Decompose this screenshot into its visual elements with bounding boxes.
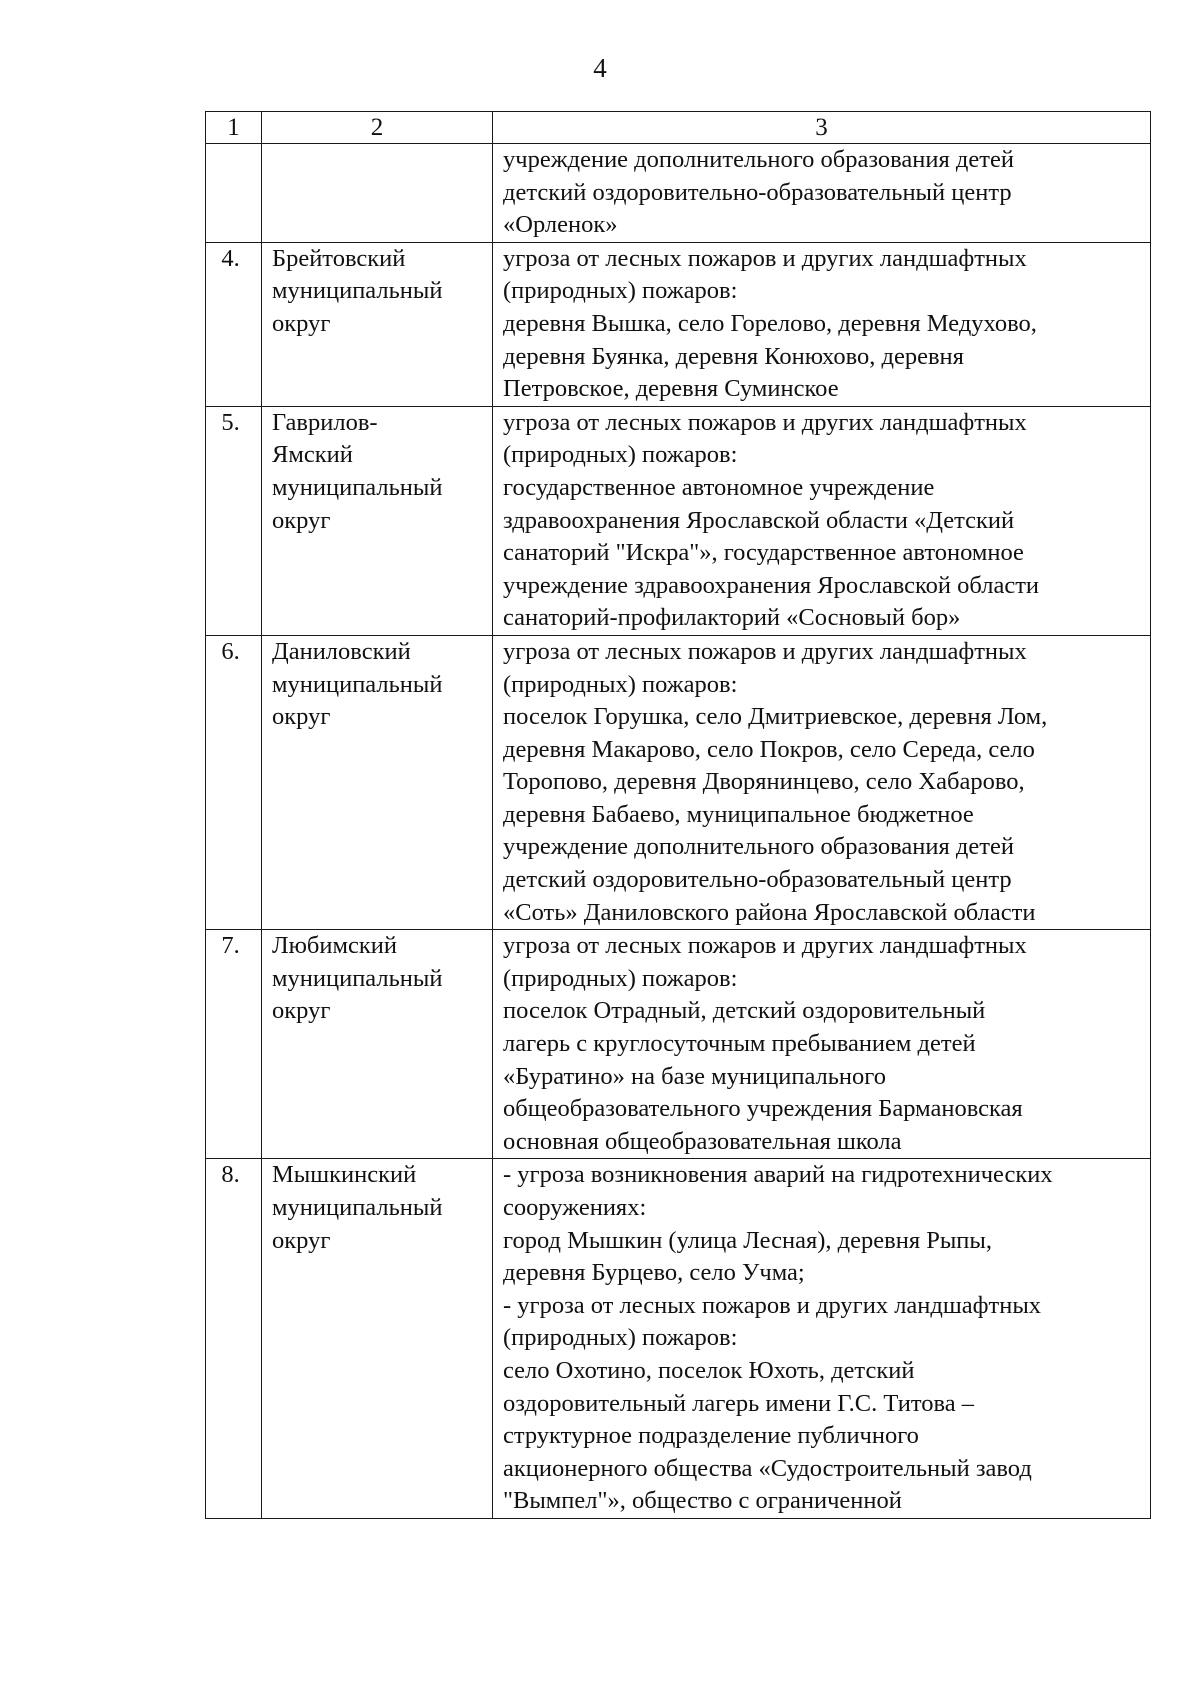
description-line: учреждение дополнительного образования детей	[503, 833, 1014, 861]
district-line: муниципальный	[272, 964, 443, 992]
description-line: лагерь с круглосуточным пребыванием детей	[503, 1030, 976, 1058]
header-col-number: 1	[206, 112, 262, 144]
district-cell	[262, 635, 493, 929]
description-line: санаторий "Искра"», государственное автономное	[503, 539, 1024, 567]
description-line: деревня Вышка, село Горелово, деревня Медухово,	[503, 309, 1037, 337]
description-line: - угроза от лесных пожаров и других ландшафтных	[503, 1291, 1042, 1319]
description-cell	[493, 144, 1151, 243]
description-line: санаторий-профилакторий «Сосновый бор»	[503, 604, 961, 632]
description-line: угроза от лесных пожаров и других ландшафтных	[503, 244, 1027, 272]
district-line: Брейтовский	[272, 244, 406, 272]
description-line: учреждение дополнительного образования детей	[503, 146, 1014, 173]
district-line: Ямский	[272, 441, 353, 469]
page-number: 4	[593, 53, 607, 83]
table-row	[206, 635, 1151, 929]
district-line: Даниловский	[272, 637, 411, 665]
district-line: округ	[272, 997, 331, 1025]
description-line: (природных) пожаров:	[503, 670, 738, 698]
description-line: (природных) пожаров:	[503, 441, 738, 469]
description-line: село Охотино, поселок Юхоть, детский	[503, 1356, 915, 1384]
district-line: Мышкинский	[272, 1161, 417, 1189]
description-line: поселок Горушка, село Дмитриевское, деревня Лом,	[503, 703, 1048, 731]
description-line: структурное подразделение публичного	[503, 1422, 919, 1450]
description-line: «Орленок»	[503, 211, 618, 239]
description-line: (природных) пожаров:	[503, 1324, 738, 1352]
description-line: деревня Бурцево, село Учма;	[503, 1259, 805, 1287]
header-col-district: 2	[262, 112, 493, 144]
description-line: «Соть» Даниловского района Ярославской области	[503, 898, 1036, 926]
district-line: округ	[272, 703, 331, 731]
table-header	[206, 112, 1151, 144]
description-line: государственное автономное учреждение	[503, 473, 935, 501]
description-cell	[493, 635, 1151, 929]
header-col-description: 3	[493, 112, 1151, 144]
description-line: Петровское, деревня Суминское	[503, 375, 839, 403]
table-row	[206, 930, 1151, 1159]
district-line: округ	[272, 1226, 331, 1254]
row-number	[206, 144, 262, 243]
description-line: поселок Отрадный, детский оздоровительный	[503, 997, 986, 1025]
header-row	[206, 112, 1151, 144]
description-cell	[493, 242, 1151, 406]
description-line: деревня Бабаево, муниципальное бюджетное	[503, 800, 974, 828]
table-row	[206, 144, 1151, 243]
description-line: угроза от лесных пожаров и других ландшафтных	[503, 408, 1027, 436]
district-cell	[262, 930, 493, 1159]
description-line: - угроза возникновения аварий на гидротехнических	[503, 1161, 1053, 1189]
district-cell	[262, 242, 493, 406]
description-line: (природных) пожаров:	[503, 277, 738, 305]
description-line: деревня Буянка, деревня Конюхово, деревня	[503, 342, 964, 370]
description-line: Торопово, деревня Дворянинцево, село Хабарово,	[503, 768, 1025, 796]
district-line: округ	[272, 506, 331, 534]
description-cell	[493, 406, 1151, 635]
description-line: общеобразовательного учреждения Бармановская	[503, 1095, 1023, 1123]
table-row	[206, 242, 1151, 406]
description-line: сооружениях:	[503, 1194, 647, 1221]
description-line: детский оздоровительно-образовательный центр	[503, 866, 1012, 894]
district-line: муниципальный	[272, 277, 443, 305]
description-line: деревня Макарово, село Покров, село Середа, село	[503, 735, 1035, 763]
row-number: 8.	[206, 1159, 262, 1519]
description-line: "Вымпел"», общество с ограниченной	[503, 1487, 902, 1515]
district-line: муниципальный	[272, 1194, 443, 1221]
district-line: округ	[272, 309, 331, 337]
table-body	[206, 144, 1151, 1519]
description-line: угроза от лесных пожаров и других ландшафтных	[503, 637, 1027, 665]
row-number: 5.	[206, 406, 262, 635]
description-line: акционерного общества «Судостроительный завод	[503, 1454, 1032, 1482]
description-line: здравоохранения Ярославской области «Детский	[503, 506, 1015, 534]
district-cell	[262, 144, 493, 243]
description-line: учреждение здравоохранения Ярославской области	[503, 571, 1040, 599]
description-line: угроза от лесных пожаров и других ландшафтных	[503, 932, 1027, 960]
district-cell	[262, 1159, 493, 1519]
description-line: оздоровительный лагерь имени Г.С. Титова –	[503, 1389, 974, 1417]
hazard-table	[205, 111, 1151, 1519]
district-line: Любимский	[272, 932, 398, 960]
description-cell	[493, 1159, 1151, 1519]
row-number: 7.	[206, 930, 262, 1159]
description-line: «Буратино» на базе муниципального	[503, 1062, 886, 1090]
table-row	[206, 406, 1151, 635]
district-cell	[262, 406, 493, 635]
district-line: Гаврилов-	[272, 408, 378, 436]
description-cell	[493, 930, 1151, 1159]
table-row	[206, 1159, 1151, 1519]
description-line: (природных) пожаров:	[503, 964, 738, 992]
district-line: муниципальный	[272, 670, 443, 698]
description-line: город Мышкин (улица Лесная), деревня Рыпы,	[503, 1226, 993, 1254]
description-line: детский оздоровительно-образовательный центр	[503, 178, 1012, 206]
district-line: муниципальный	[272, 473, 443, 501]
description-line: основная общеобразовательная школа	[503, 1127, 902, 1155]
row-number: 4.	[206, 242, 262, 406]
row-number: 6.	[206, 635, 262, 929]
